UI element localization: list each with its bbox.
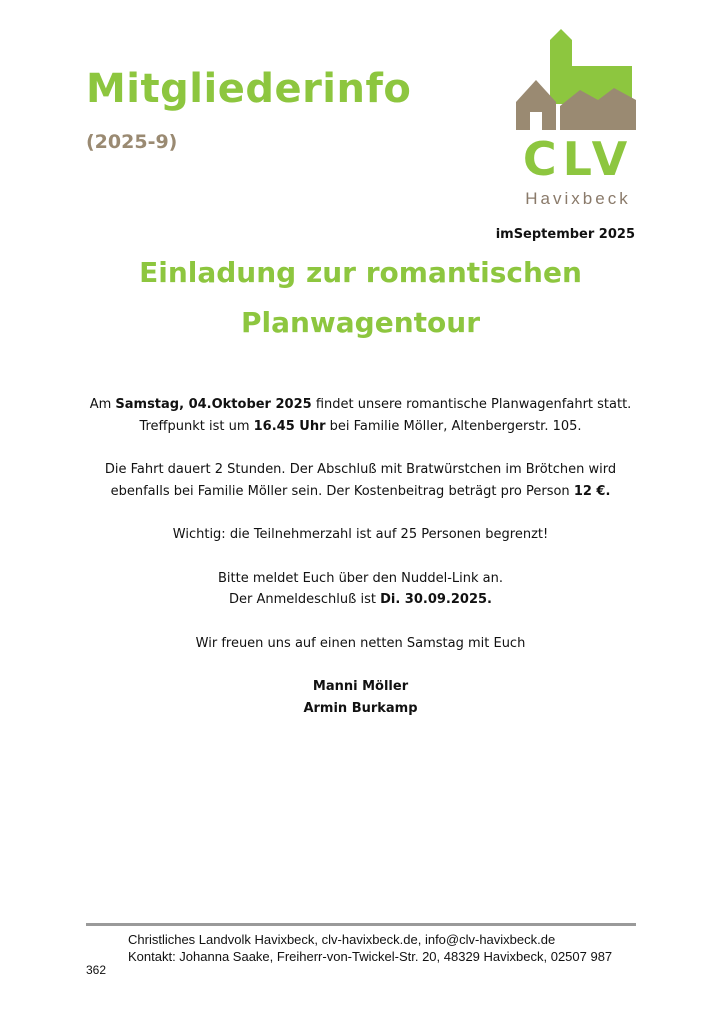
paragraph-limit — [0, 524, 721, 546]
signature-name: Manni Möller — [312, 679, 409, 694]
headline-line-1: Einladung zur romantischen — [139, 256, 582, 289]
issue-number: (2025-9) — [86, 131, 178, 153]
footer — [128, 931, 612, 965]
headline-line-2: Planwagentour — [240, 306, 481, 339]
text: Treffpunkt ist um — [139, 418, 254, 434]
logo-house-left-door — [530, 112, 542, 130]
footer-line-2: Kontakt: Johanna Saake, Freiherr-von-Twickel-Str. 20, 48329 Havixbeck, 02507 987 — [128, 949, 613, 964]
paragraph-details — [0, 459, 721, 502]
registration-deadline: Di. 30.09.2025. — [380, 592, 492, 607]
paragraph-event — [0, 394, 721, 437]
page-number: 362 — [86, 963, 107, 977]
text: Der Anmeldeschluß ist — [229, 592, 381, 607]
logo-church-roof — [572, 66, 632, 78]
signatures — [0, 676, 721, 719]
text: findet unsere romantische Planwagenfahrt statt. — [311, 397, 632, 412]
text: Bitte meldet Euch über den Nuddel-Link an. — [217, 570, 504, 586]
text: ebenfalls bei Familie Möller sein. Der Kostenbeitrag beträgt pro Person — [110, 483, 574, 499]
text: Am — [89, 397, 116, 412]
page-title: Mitgliederinfo — [86, 66, 412, 112]
logo-subtitle: Havixbeck — [525, 189, 631, 208]
invitation-headline — [0, 248, 721, 348]
text: Die Fahrt dauert 2 Stunden. Der Abschluß mit Bratwürstchen im Brötchen wird — [104, 462, 617, 477]
meeting-time: 16.45 Uhr — [253, 418, 326, 434]
paragraph-closing — [0, 633, 721, 655]
text: bei Familie Möller, Altenbergerstr. 105. — [325, 418, 582, 434]
signature-name: Armin Burkamp — [303, 700, 418, 716]
letter-body — [0, 394, 721, 741]
issue-date: imSeptember 2025 — [495, 227, 635, 242]
paragraph-registration — [0, 568, 721, 611]
footer-divider — [86, 923, 636, 926]
text: Wichtig: die Teilnehmerzahl ist auf 25 Personen begrenzt! — [172, 527, 549, 542]
logo-tower — [550, 29, 572, 70]
event-date: Samstag, 04.Oktober 2025 — [115, 397, 312, 412]
logo-name: CLV — [522, 132, 634, 186]
price: 12 €. — [573, 483, 611, 499]
text: Wir freuen uns auf einen netten Samstag mit Euch — [195, 635, 526, 651]
footer-line-1: Christliches Landvolk Havixbeck, clv-havixbeck.de, info@clv-havixbeck.de — [128, 932, 556, 947]
